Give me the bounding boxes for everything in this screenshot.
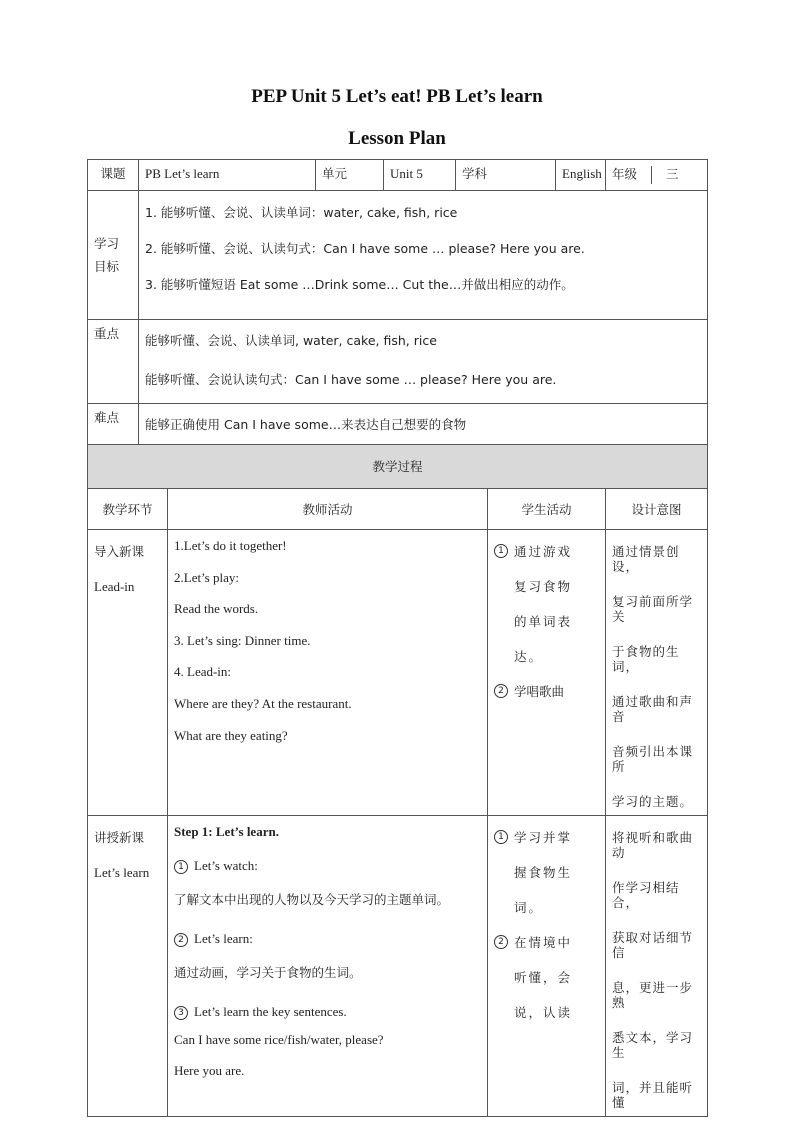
intent-line: 悉文本，学习生 bbox=[612, 1030, 694, 1060]
stage-cell bbox=[88, 816, 168, 1117]
grade-divider bbox=[651, 166, 652, 184]
table-row bbox=[88, 816, 708, 1117]
student-line: 在情境中 bbox=[514, 935, 573, 950]
lesson-plan-table bbox=[87, 159, 708, 1117]
intent-line: 作学习相结合， bbox=[612, 880, 680, 910]
teacher-line: 3. Let’s sing: Dinner time. bbox=[174, 632, 311, 648]
page-subtitle: Lesson Plan bbox=[348, 128, 446, 149]
stage-name-en: Let’s learn bbox=[94, 865, 150, 880]
col-stage: 教学环节 bbox=[88, 489, 168, 530]
teacher-line: Read the words. bbox=[174, 601, 259, 617]
teacher-subitem bbox=[174, 931, 481, 947]
stage-name-en: Lead-in bbox=[94, 579, 135, 594]
step-title: Step 1: Let’s learn. bbox=[174, 824, 279, 839]
intent-line: 复习前面所学关 bbox=[612, 594, 694, 624]
intent-line: 词，并且能听懂 bbox=[612, 1080, 694, 1110]
design-intent bbox=[606, 816, 708, 1117]
intent-line: 通过情景创设， bbox=[612, 544, 680, 574]
circled-number: 2 bbox=[174, 933, 188, 947]
teacher-subitem bbox=[174, 858, 481, 874]
student-line: 通过游戏 bbox=[514, 544, 573, 559]
student-line: 的单词表 bbox=[514, 614, 573, 629]
grade-value: 三 bbox=[666, 166, 679, 182]
student-line: 握食物生 bbox=[514, 865, 573, 880]
key-points-label: 重点 bbox=[88, 320, 139, 404]
intent-line: 学习的主题。 bbox=[612, 794, 694, 809]
circled-number: 1 bbox=[494, 544, 508, 558]
teacher-line: 4. Lead-in: bbox=[174, 664, 232, 680]
col-intent: 设计意图 bbox=[606, 489, 708, 530]
key-points-row bbox=[88, 320, 708, 404]
stage-cell bbox=[88, 530, 168, 816]
teacher-subitem bbox=[174, 1004, 481, 1020]
teacher-line: 通过动画，学习关于食物的生词。 bbox=[174, 964, 362, 980]
key-points-content bbox=[139, 320, 708, 404]
intent-line: 获取对话细节信 bbox=[612, 930, 694, 960]
column-header-row bbox=[88, 489, 708, 530]
difficulty-label: 难点 bbox=[88, 404, 139, 445]
student-line: 词。 bbox=[514, 900, 544, 915]
subject-value: English bbox=[556, 160, 606, 191]
teacher-line: 1.Let’s do it together! bbox=[174, 538, 287, 553]
student-line: 学习并掌 bbox=[514, 830, 573, 845]
stage-name: 导入新课 bbox=[94, 544, 145, 559]
process-header: 教学过程 bbox=[88, 445, 708, 489]
page-title: PEP Unit 5 Let’s eat! PB Let’s learn bbox=[251, 86, 543, 107]
teacher-line: Can I have some rice/fish/water, please? bbox=[174, 1031, 384, 1047]
student-item bbox=[494, 830, 599, 935]
key-point-item: 能够听懂、会说认读句式：Can I have some … please? Here you are. bbox=[145, 372, 557, 387]
teacher-line: Here you are. bbox=[174, 1063, 245, 1079]
student-item bbox=[494, 935, 599, 1020]
intent-line: 将视听和歌曲动 bbox=[612, 830, 694, 860]
student-activity bbox=[488, 530, 606, 816]
intent-line: 于食物的生词， bbox=[612, 644, 680, 674]
objective-item: 2. 能够听懂、会说、认读句式：Can I have some … please? Here you are. bbox=[145, 241, 585, 256]
objectives-label-1: 学习 bbox=[94, 236, 120, 251]
student-line: 复习食物 bbox=[514, 579, 573, 594]
key-point-item: 能够听懂、会说、认读单词, water, cake, fish, rice bbox=[145, 333, 437, 348]
intent-line: 通过歌曲和声音 bbox=[612, 694, 694, 724]
teacher-activity bbox=[168, 816, 488, 1117]
circled-number: 1 bbox=[174, 860, 188, 874]
subitem-title: Let’s watch: bbox=[194, 857, 258, 873]
teacher-line: What are they eating? bbox=[174, 727, 288, 743]
col-teacher: 教师活动 bbox=[168, 489, 488, 530]
teacher-activity bbox=[168, 530, 488, 816]
intent-line: 音频引出本课所 bbox=[612, 744, 694, 774]
objective-item: 3. 能够听懂短语 Eat some …Drink some… Cut the…并做出相应的动作。 bbox=[145, 277, 574, 292]
process-header-row bbox=[88, 445, 708, 489]
objectives-label-2: 目标 bbox=[94, 259, 120, 274]
student-line: 听懂，会 bbox=[514, 970, 573, 985]
unit-value: Unit 5 bbox=[384, 160, 456, 191]
subitem-title: Let’s learn: bbox=[194, 930, 253, 946]
table-row bbox=[88, 530, 708, 816]
topic-value: PB Let’s learn bbox=[139, 160, 316, 191]
info-row bbox=[88, 160, 708, 191]
col-student: 学生活动 bbox=[488, 489, 606, 530]
circled-number: 2 bbox=[494, 935, 508, 949]
subitem-title: Let’s learn the key sentences. bbox=[194, 1003, 347, 1019]
design-intent bbox=[606, 530, 708, 816]
topic-label: 课题 bbox=[88, 160, 139, 191]
teacher-line: 了解文本中出现的人物以及今天学习的主题单词。 bbox=[174, 891, 450, 907]
stage-name: 讲授新课 bbox=[94, 830, 145, 845]
student-activity bbox=[488, 816, 606, 1117]
objectives-label bbox=[88, 191, 139, 320]
student-line: 达。 bbox=[514, 649, 544, 664]
circled-number: 2 bbox=[494, 684, 508, 698]
grade-label: 年级 bbox=[612, 166, 638, 182]
teacher-line: 2.Let’s play: bbox=[174, 569, 239, 585]
subject-label: 学科 bbox=[456, 160, 556, 191]
student-item bbox=[494, 544, 599, 684]
objectives-row bbox=[88, 191, 708, 320]
student-line: 说，认读 bbox=[514, 1005, 573, 1020]
circled-number: 3 bbox=[174, 1006, 188, 1020]
intent-line: 息，更进一步熟 bbox=[612, 980, 694, 1010]
teacher-line: Where are they? At the restaurant. bbox=[174, 695, 352, 711]
difficulty-content: 能够正确使用 Can I have some…来表达自己想要的食物 bbox=[139, 404, 708, 445]
student-item bbox=[494, 684, 599, 699]
objective-item: 1. 能够听懂、会说、认读单词：water, cake, fish, rice bbox=[145, 205, 458, 220]
circled-number: 1 bbox=[494, 830, 508, 844]
unit-label: 单元 bbox=[316, 160, 384, 191]
objectives-content bbox=[139, 191, 708, 320]
difficulty-row bbox=[88, 404, 708, 445]
student-line: 学唱歌曲 bbox=[514, 684, 565, 699]
grade-cell bbox=[606, 160, 708, 191]
